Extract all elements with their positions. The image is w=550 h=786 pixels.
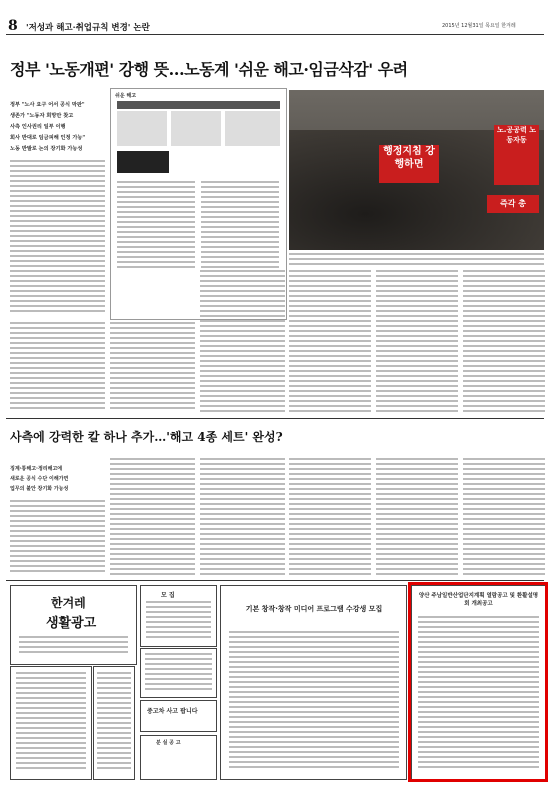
mid-rule [6, 418, 544, 419]
lead-body-col-2 [110, 322, 195, 412]
second-subhead-3: 업무의 불안 장기화 가능성 [10, 486, 69, 492]
subhead-1: 정부 "노사 요구 어서 공식 막판" [10, 102, 85, 108]
photo-sign-side: 노.공공력 노동자동 [494, 125, 539, 185]
photo-caption [289, 253, 544, 267]
center-ad-title: 모 집 [161, 592, 175, 599]
lead-subheads [10, 100, 105, 155]
second-subhead-1: 징계·통해고·정리해고에 [10, 466, 63, 472]
classified-center-top [140, 585, 217, 647]
chart-cell-2 [171, 111, 221, 146]
industrial-notice-title: 양산 주남일반산업단지계획 열람공고 및 환활설명회 개최공고 [418, 593, 539, 607]
second-subheads [10, 464, 105, 494]
chart-cell-3 [225, 111, 280, 146]
hani-ad-subtitle: 생활광고 [46, 616, 97, 631]
photo-sign-bottom: 즉각 총 [487, 195, 539, 213]
lead-body-col-3 [200, 270, 285, 412]
subhead-3: 사측 인사권리 일부 이행 [10, 124, 66, 130]
lead-body-col-1b [10, 322, 105, 412]
subhead-4: 회사 반대로 임금피해 인정 가능" [10, 135, 86, 141]
infographic-title: 쉬운 해고 [115, 93, 137, 99]
second-headline: 사측에 강력한 칼 하나 추가…'해고 4종 세트' 완성? [10, 430, 283, 444]
classified-left-lower [10, 666, 92, 780]
classified-center-right-text [145, 653, 212, 693]
highlight-frame [408, 582, 548, 782]
chart-text-right [201, 181, 279, 271]
lead-body-col-5 [376, 270, 458, 412]
chart-dark-box [117, 151, 169, 173]
second-body-col-4 [289, 458, 371, 575]
page-number: 8 [8, 18, 18, 34]
classified-center-right [140, 648, 217, 698]
second-body-col-5 [376, 458, 458, 575]
header-rule [6, 34, 544, 35]
second-body-col-3 [200, 458, 285, 575]
ads-rule [6, 580, 544, 581]
center-ad-text [146, 601, 211, 641]
protest-photo [289, 90, 544, 250]
second-body-col-6 [463, 458, 545, 575]
lead-body-col-6 [463, 270, 545, 412]
chart-cell-1 [117, 111, 167, 146]
hani-ad-text [19, 636, 128, 656]
classified-left-lower-text [16, 672, 86, 772]
lost-notice-title: 분 실 공 고 [156, 740, 181, 746]
chart-text-left [117, 181, 195, 271]
second-body-col-2 [110, 458, 195, 575]
second-subhead-2: 새로운 공식 수단 이해가면 [10, 476, 69, 482]
second-body-col-1 [10, 500, 105, 575]
education-ad [220, 585, 407, 780]
classified-center-mid-text [97, 672, 131, 772]
subhead-5: 노동 반발로 논의 장기화 가능성 [10, 146, 83, 152]
lost-notice [140, 735, 217, 780]
lead-body-col-4 [289, 270, 371, 412]
used-car-ad [140, 700, 217, 732]
used-car-title: 중고차 사고 팝니다 [147, 708, 198, 715]
classified-center-mid [93, 666, 135, 780]
subhead-2: 생존가 "노동자 희망만 찾고 [10, 113, 74, 119]
section-title: '저성과 해고·취업규칙 변경' 논란 [26, 23, 150, 33]
education-ad-title: 기본 창작·창작 미디어 프로그램 수강생 모집 [245, 605, 383, 613]
lead-headline: 정부 '노동개편' 강행 뜻…노동계 '쉬운 해고·임금삭감' 우려 [10, 60, 408, 79]
hani-ad-title: 한겨레 [51, 596, 86, 610]
photo-sign-main: 행정지침 강행하면 [379, 145, 439, 183]
date-line: 2015년 12월31일 목요일 한겨레 [442, 23, 516, 29]
chart-header-bar [117, 101, 280, 109]
hani-classified-ad [10, 585, 137, 665]
education-ad-table [229, 631, 399, 771]
lead-body-col-1 [10, 160, 105, 315]
